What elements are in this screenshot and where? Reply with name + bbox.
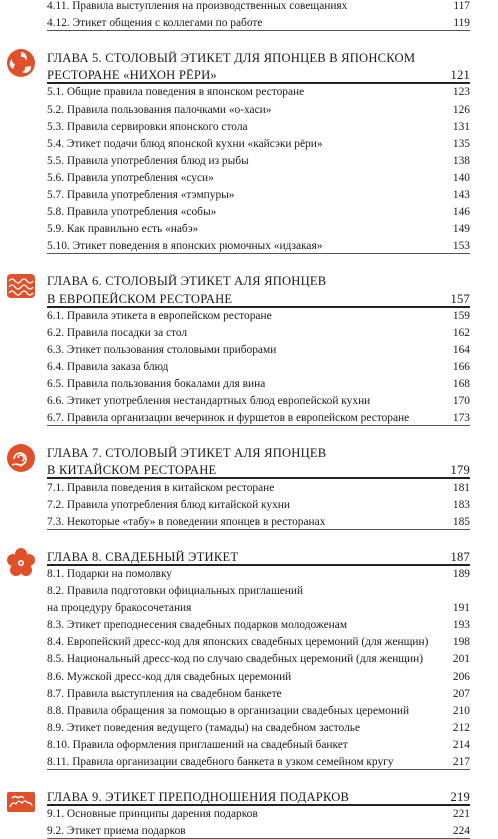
page-number: 146 (452, 206, 470, 219)
page-number: 153 (452, 240, 470, 253)
toc-entry (47, 408, 470, 426)
toc-entry (47, 735, 470, 752)
page-number: 117 (453, 0, 470, 12)
cloud-pattern-icon (6, 787, 36, 817)
toc-entry (47, 821, 470, 839)
page-number: 207 (452, 687, 470, 700)
toc-entry (47, 512, 470, 530)
swirl-crest-icon (6, 443, 36, 473)
toc-entry-text: 8.6. Мужской дресс-код для свадебных церемоний (47, 670, 292, 683)
toc-entry-text: 6.1. Правила этикета в европейском ресторане (47, 309, 272, 322)
page-number: 135 (452, 137, 470, 150)
page-number: 119 (453, 17, 470, 30)
toc-entry (47, 219, 470, 236)
page-number: 162 (452, 326, 470, 339)
page-number: 173 (452, 412, 470, 425)
toc-entry (47, 134, 470, 151)
toc-entry-text: 6.5. Правила пользования бокалами для вина (47, 378, 266, 390)
page-number: 219 (450, 790, 470, 805)
toc-entry (47, 615, 470, 632)
page-number: 149 (452, 223, 470, 236)
toc-entry-text: 7.1. Правила поведения в китайском ресторане (47, 481, 275, 494)
toc-entry-text: 4.12. Этикет общения с коллегами по работе (47, 17, 263, 30)
toc-entry-text: 8.4. Европейский дресс-код для японских свадебных церемоний (для женщин) (47, 636, 429, 649)
page-number: 170 (452, 395, 470, 408)
toc-entry (47, 151, 470, 168)
toc-entry-text: 5.8. Правила употребления «собы» (47, 206, 217, 219)
toc-entry-text: на процедуру бракосочетания (47, 602, 192, 615)
page-number: 140 (452, 171, 470, 184)
page-number: 185 (452, 515, 470, 528)
chapter-title-text: ГЛАВА 7. СТОЛОВЫЙ ЭТИКЕТ АЛЯ ЯПОНЦЕВ (47, 446, 327, 461)
chapter-title-text: ГЛАВА 8. СВАДЕБНЫЙ ЭТИКЕТ (47, 549, 239, 564)
page-number: 126 (452, 103, 470, 116)
page-number: 191 (452, 602, 470, 615)
page-number: 131 (452, 120, 470, 133)
toc-entry-text: 5.7. Правила употребления «тэмпуры» (47, 189, 235, 201)
page-number: 121 (450, 68, 470, 83)
toc-entry-text: 8.5. Национальный дресс-код по случаю свадебных церемоний (для женщин) (47, 653, 424, 666)
page-number: 157 (450, 291, 470, 306)
page-number: 181 (452, 481, 470, 494)
toc-entry (47, 0, 470, 13)
chapter-title-text: ГЛАВА 5. СТОЛОВЫЙ ЭТИКЕТ ДЛЯ ЯПОНЦЕВ В ЯПОНСКОМ (47, 51, 416, 66)
toc-entry-text: 7.3. Некоторые «табу» в поведении японцев в ресторанах (47, 515, 326, 528)
toc-entry-text: 7.2. Правила употребления блюд китайской кухни (47, 498, 290, 511)
chapter-title (47, 48, 470, 65)
toc-entry (47, 718, 470, 735)
toc-entry (47, 323, 470, 340)
page-number: 168 (452, 378, 470, 390)
toc-entry-text: 8.11. Правила организации свадебного банкета в узком семейном кругу (47, 756, 394, 768)
page-number: 210 (452, 704, 470, 717)
toc-entry-text: 8.1. Подарки на помолвку (47, 567, 173, 580)
toc-entry-text: 6.3. Этикет пользования столовыми приборами (47, 343, 277, 356)
chapter-title-text: ГЛАВА 9. ЭТИКЕТ ПРЕПОДНОШЕНИЯ ПОДАРКОВ (47, 790, 350, 805)
toc-entry (47, 374, 470, 391)
toc-entry-text: 5.9. Как правильно есть «набэ» (47, 223, 199, 236)
page-number: 164 (452, 343, 470, 356)
toc-entry-text: 5.5. Правила употребления блюд из рыбы (47, 154, 249, 167)
page-number: 166 (452, 360, 470, 373)
page-number: 217 (452, 756, 470, 768)
toc-entry-text: 5.10. Этикет поведения в японских рюмочных «идзакая» (47, 240, 323, 253)
chapter-title-text: В КИТАЙСКОМ РЕСТОРАНЕ (47, 463, 217, 478)
toc-entry-text: 9.2. Этикет приема подарков (47, 825, 186, 838)
toc-entry-text: 8.2. Правила подготовки официальных приглашений (47, 585, 304, 597)
toc-entry (47, 306, 470, 323)
toc-entry (47, 478, 470, 495)
page-number: 224 (452, 825, 470, 838)
page-number: 189 (452, 567, 470, 580)
page-number: 201 (452, 653, 470, 666)
toc-entry (47, 236, 470, 254)
toc-entry-text: 5.3. Правила сервировки японского стола (47, 120, 248, 133)
toc-entry (47, 752, 470, 770)
toc-entry (47, 632, 470, 649)
toc-entry-text: 5.2. Правила пользования палочками «о-хаси» (47, 103, 272, 116)
page-number: 212 (452, 721, 470, 734)
page-number: 143 (452, 189, 470, 201)
toc-entry-text: 6.6. Этикет употребления нестандартных блюд европейской кухни (47, 395, 371, 408)
page-number: 123 (452, 86, 470, 99)
toc-entry (47, 598, 470, 615)
toc-entry (47, 667, 470, 684)
page-number: 179 (450, 463, 470, 478)
toc-entry (47, 649, 470, 666)
toc-entry-text: 4.11. Правила выступления на производственных совещаниях (47, 0, 348, 12)
chapter-title-text: В ЕВРОПЕЙСКОМ РЕСТОРАНЕ (47, 291, 233, 306)
page-number: 214 (452, 738, 470, 751)
toc-entry-text: 8.9. Этикет поведения ведущего (тамады) на свадебном застолье (47, 721, 361, 734)
toc-entry-text: 9.1. Основные принципы дарения подарков (47, 808, 258, 821)
tomoe-crest-icon (6, 48, 36, 78)
toc-entry-text: 5.1. Общие правила поведения в японском ресторане (47, 86, 305, 99)
page-number: 138 (452, 154, 470, 167)
toc-entry-text: 6.7. Правила организации вечеринок и фуршетов в европейском ресторане (47, 412, 410, 425)
page-number: 221 (452, 808, 470, 821)
toc-entry (47, 82, 470, 99)
toc-entry-text: 8.3. Этикет преподнесения свадебных подарков молодоженам (47, 619, 348, 632)
toc-entry (47, 100, 470, 117)
page-number: 193 (452, 619, 470, 632)
page-number: 183 (452, 498, 470, 511)
toc-entry (47, 117, 470, 134)
toc-entry (47, 357, 470, 374)
chapter-title-text: РЕСТОРАНЕ «НИХОН РЁРИ» (47, 68, 217, 83)
page-number: 206 (452, 670, 470, 683)
chapter-title (47, 443, 470, 460)
chapter-title (47, 271, 470, 288)
toc-entry-text: 8.7. Правила выступления на свадебном банкете (47, 687, 282, 700)
toc-entry (47, 684, 470, 701)
toc-entry (47, 564, 470, 581)
wave-pattern-icon (6, 271, 36, 301)
toc-entry (47, 804, 470, 821)
toc-entry-text: 5.6. Правила употребления «суси» (47, 171, 214, 184)
page-number: 159 (452, 309, 470, 322)
page-number: 187 (450, 549, 470, 564)
toc-entry (47, 391, 470, 408)
toc-entry (47, 168, 470, 185)
toc-entry-text: 6.4. Правила заказа блюд (47, 360, 169, 373)
toc-entry-text: 8.8. Правила обращения за помощью в организации свадебных церемоний (47, 704, 410, 717)
toc-entry (47, 202, 470, 219)
toc-entry (47, 581, 470, 598)
toc-entry-text: 8.10. Правила оформления приглашений на свадебный банкет (47, 738, 348, 751)
toc-entry-text: 6.2. Правила посадки за стол (47, 326, 188, 339)
toc-entry (47, 13, 470, 31)
toc-entry (47, 495, 470, 512)
toc-entry (47, 185, 470, 202)
toc-entry (47, 701, 470, 718)
toc-entry (47, 340, 470, 357)
page-number: 198 (452, 636, 470, 649)
toc-entry-text: 5.4. Этикет подачи блюд японской кухни «кайсэки рёри» (47, 137, 323, 150)
chapter-title-text: ГЛАВА 6. СТОЛОВЫЙ ЭТИКЕТ АЛЯ ЯПОНЦЕВ (47, 274, 327, 289)
plum-blossom-icon (6, 547, 36, 577)
